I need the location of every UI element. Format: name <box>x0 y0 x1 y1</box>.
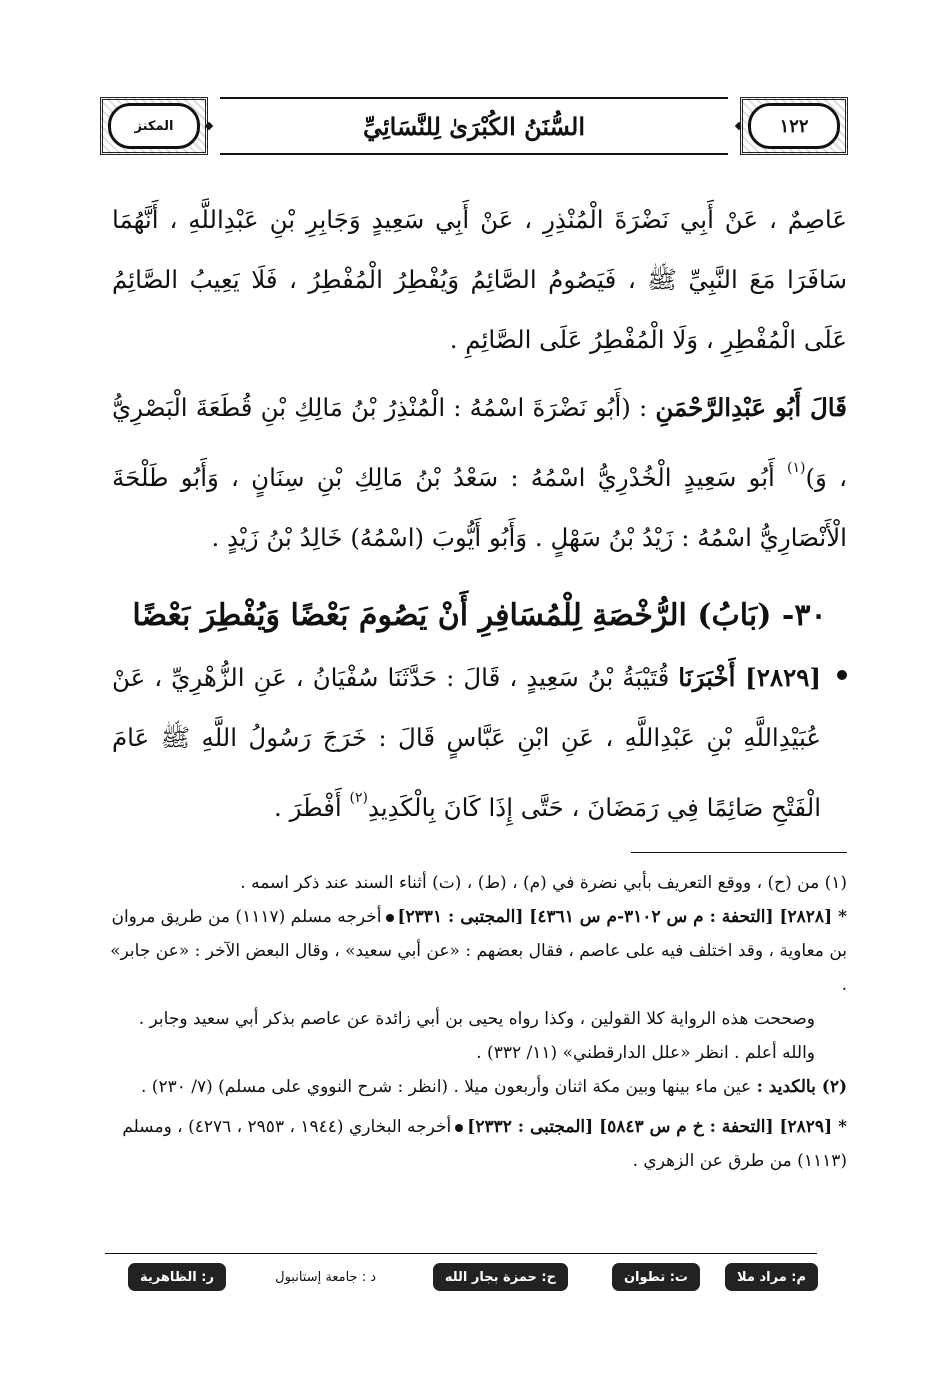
footnote-ref-2[interactable]: (٢) <box>349 790 368 806</box>
star-icon: * <box>838 907 847 927</box>
footer-divider <box>105 1253 817 1254</box>
footnote-2828-text: أخرجه مسلم (١١١٧) من طريق مروان بن معاوية ، وقد اختلف فيه على عاصم ، فقال بعضهم : «عن أبي سعيد» ، وقال البعض الآخر : «عن جابر» . <box>110 907 847 995</box>
paragraph-commentary <box>112 378 847 568</box>
footnote-2829-refs: [٢٨٢٩] [التحفة : خ م س ٥٨٤٣] [المجتبى : ٢٣٣٢] <box>467 1117 833 1137</box>
footnote-divider <box>631 852 847 853</box>
speaker-label: قَالَ أَبُو عَبْدِالرَّحْمَنِ <box>655 393 847 422</box>
footnote-2-text: عين ماء بينها وبين مكة اثنان وأربعون ميلا . (انظر : شرح النووي على مسلم) (٧/ ٢٣٠) . <box>141 1077 757 1097</box>
footnotes <box>107 866 847 1178</box>
book-title: السُّنَنُ الكُبْرَىٰ لِلنَّسَائِيِّ <box>362 111 586 141</box>
footnote-2828-refs: [٢٨٢٨] [التحفة : م س ٣١٠٢-م س ٤٣٦١] [المجتبى : ٢٣٣١] <box>397 907 833 927</box>
footnote-1: (١) من (ح) ، ووقع التعريف بأبي نضرة في (م) ، (ط) ، (ت) أثناء السند عند ذكر اسمه . <box>240 873 847 893</box>
star-icon: * <box>838 1117 847 1137</box>
hadith-block <box>112 648 847 838</box>
page-number: ١٢٢ <box>748 103 840 149</box>
bullet-icon <box>455 1124 463 1132</box>
footnote-2-label: (٢) بالكديد : <box>756 1077 847 1097</box>
commentary-text: : (أَبُو نَضْرَةَ اسْمُهُ : الْمُنْذِرُ بْنُ مَالِكِ بْنِ قُطَعَةَ الْبَصْرِيُّ ، وَ) <box>112 393 847 492</box>
title-band <box>220 97 728 155</box>
hadith-number: [٢٨٢٩] <box>745 663 821 692</box>
emblem-ornament <box>100 97 208 155</box>
emblem-medallion <box>108 103 200 149</box>
manuscript-tag-r: ر: الظاهرية <box>128 1263 226 1291</box>
hadith-text: قُتَيْبَةُ بْنُ سَعِيدٍ ، قَالَ : حَدَّثَنَا سُفْيَانُ ، عَنِ الزُّهْرِيِّ ، عَنْ عُبَيْدِاللَّهِ بْنِ عَبْدِاللَّهِ ، عَنِ ابْنِ عَبَّاسٍ قَالَ : خَرَجَ رَسُولُ اللَّهِ ﷺ عَامَ الْفَتْحِ صَائِمًا فِي رَمَضَانَ ، حَتَّى إِذَا كَانَ بِالْكَدِيدِ <box>112 663 821 822</box>
main-text <box>112 190 847 838</box>
bullet-icon <box>386 914 394 922</box>
page-header <box>100 97 848 155</box>
bullet-icon <box>837 670 847 680</box>
manuscript-tag-d: د : جامعة إستانبول <box>275 1269 376 1285</box>
footnote-2828 <box>107 900 847 1002</box>
chapter-heading: ٣٠- (بَابُ) الرُّخْصَةِ لِلْمُسَافِرِ أَنْ يَصُومَ بَعْضًا وَيُفْطِرَ بَعْضًا <box>132 598 827 633</box>
manuscript-tag-t: ت: تطوان <box>612 1263 700 1291</box>
manuscript-tag-m: م: مراد ملا <box>725 1263 818 1291</box>
paragraph-continuation: عَاصِمٌ ، عَنْ أَبِي نَضْرَةَ الْمُنْذِرِ ، عَنْ أَبِي سَعِيدٍ وَجَابِرِ بْنِ عَبْدِاللَّهِ ، أَنَّهُمَا سَافَرَا مَعَ النَّبِيِّ ﷺ ، فَيَصُومُ الصَّائِمُ وَيُفْطِرُ الْمُفْطِرُ ، فَلَا يَعِيبُ الصَّائِمُ عَلَى الْمُفْطِرِ ، وَلَا الْمُفْطِرُ عَلَى الصَّائِمِ . <box>112 205 847 354</box>
footnote-2829-text: أخرجه البخاري (١٩٤٤ ، ٢٩٥٣ ، ٤٢٧٦) ، ومسلم (١١١٣) من طرق عن الزهري . <box>122 1117 847 1171</box>
footnote-2828-continued: وصححت هذه الرواية كلا القولين ، وكذا رواه يحيى بن أبي زائدة عن عاصم بذكر أبي سعيد وجابر . والله أعلم . انظر «علل الدارقطني» (١١/ ٣٣٢) . <box>138 1009 815 1063</box>
hadith-intro: أَخْبَرَنَا <box>678 663 746 692</box>
manuscript-legend <box>110 1263 818 1293</box>
manuscript-tag-h: ح: حمزة بجار الله <box>433 1263 568 1291</box>
footnote-2829 <box>107 1110 847 1178</box>
page-number-ornament <box>740 97 848 155</box>
commentary-rest: أَبُو سَعِيدٍ الْخُدْرِيُّ اسْمُهُ : سَعْدُ بْنُ مَالِكِ بْنِ سِنَانٍ ، وَأَبُو طَلْحَةَ الْأَنْصَارِيُّ اسْمُهُ : زَيْدُ بْنُ سَهْلٍ . وَأَبُو أَيُّوبَ (اسْمُهُ) خَالِدُ بْنُ زَيْدٍ . <box>112 463 847 552</box>
footnote-ref-1[interactable]: (١) <box>787 460 806 476</box>
hadith-paragraph <box>112 648 821 838</box>
emblem-text: المكنز <box>134 118 174 134</box>
footnote-2 <box>107 1070 847 1104</box>
hadith-end: أَفْطَرَ . <box>274 793 350 822</box>
